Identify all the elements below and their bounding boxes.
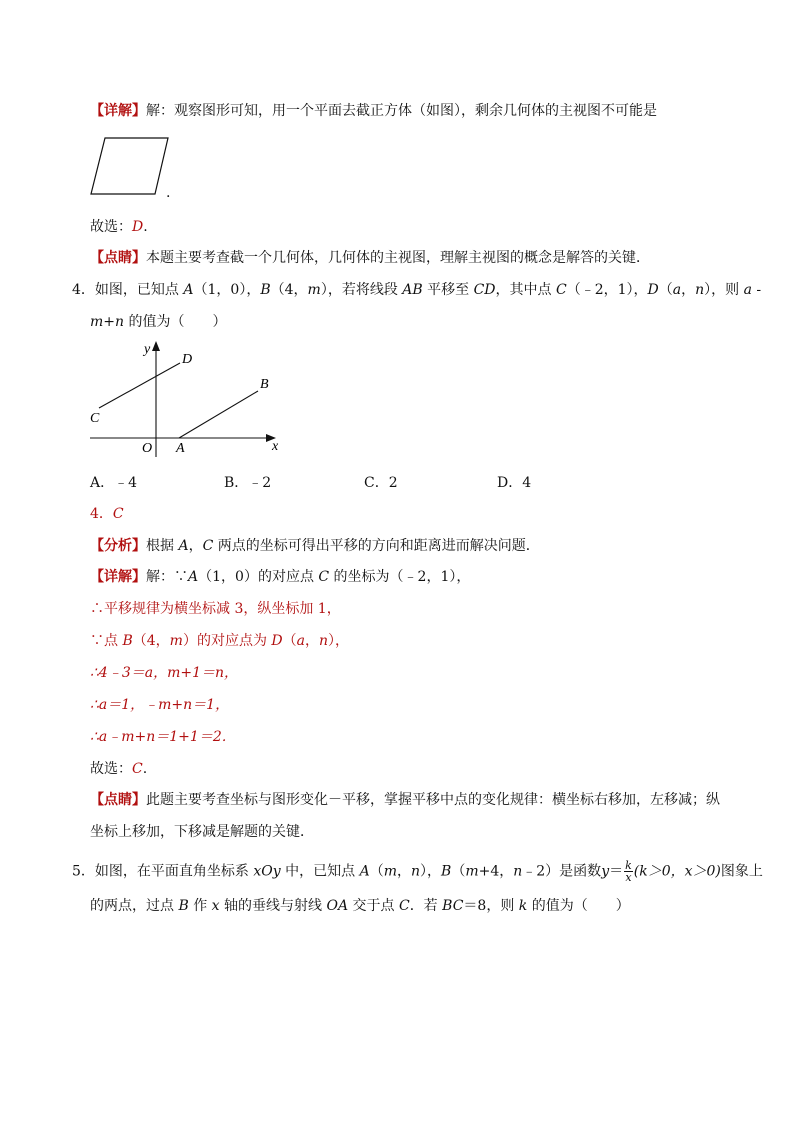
q5-text: 如图，在平面直角坐标系 bbox=[94, 863, 254, 880]
q5-var: BC bbox=[442, 898, 464, 914]
detail-tag: 【详解】 bbox=[90, 103, 146, 119]
q5-text: 的两点，过点 bbox=[90, 898, 179, 914]
option-label: D． bbox=[497, 475, 523, 491]
q5-var: B bbox=[178, 898, 189, 914]
comment-text: 此题主要考查坐标与图形变化－平移，掌握平移中点的变化规律：横坐标右移加，左移减；纵 bbox=[146, 792, 720, 808]
q4-detail-line5: ∴a＝1，﹣m+n＝1， bbox=[90, 697, 230, 713]
q4-analysis-line bbox=[90, 536, 540, 556]
q5-var: B bbox=[441, 863, 452, 880]
label-x: x bbox=[272, 439, 279, 454]
q4-var: a bbox=[672, 282, 682, 298]
q4-answer-line bbox=[90, 759, 147, 779]
segment-CD bbox=[99, 363, 180, 408]
detail-text: （4， bbox=[132, 633, 170, 649]
q5-var: x bbox=[211, 898, 220, 914]
q5-var: m bbox=[465, 863, 479, 880]
q4-var: n bbox=[695, 282, 705, 298]
q5-text: 中，已知点 bbox=[280, 863, 360, 880]
q4-stem-line1 bbox=[72, 280, 761, 300]
func-denominator: x bbox=[625, 871, 632, 884]
q5-var: n bbox=[410, 863, 421, 880]
q4-number: 4． bbox=[72, 282, 95, 298]
q4-var: CD bbox=[473, 282, 496, 298]
option-value: ﹣4 bbox=[114, 475, 138, 491]
q5-text: 交于点 bbox=[348, 898, 399, 914]
q4-var: A bbox=[183, 282, 194, 298]
q4-var: D bbox=[647, 282, 659, 298]
detail-var: D bbox=[271, 633, 283, 649]
y-axis-arrow bbox=[152, 341, 160, 351]
q5-number: 5． bbox=[72, 863, 95, 880]
option-value: 2 bbox=[388, 475, 398, 491]
analysis-text: ， bbox=[188, 538, 203, 554]
detail-text: 解：观察图形可知，用一个平面去截正方体（如图），剩余几何体的主视图不可能是 bbox=[146, 103, 657, 119]
detail-text: 的坐标为（﹣2，1）， bbox=[329, 569, 471, 585]
parallelogram-figure bbox=[88, 134, 178, 200]
answer-letter: C bbox=[112, 506, 124, 522]
answer-end: . bbox=[143, 219, 148, 235]
option-value: ﹣2 bbox=[248, 475, 272, 491]
q4-text: ， bbox=[681, 282, 696, 298]
q4-comment-line1 bbox=[90, 790, 720, 810]
q5-text: 图象上 bbox=[720, 863, 763, 880]
label-D: D bbox=[182, 352, 193, 367]
q4-comment-line2: 坐标上移加，下移减是解题的关键． bbox=[90, 824, 314, 840]
q5-var: A bbox=[359, 863, 370, 880]
detail-text: ， bbox=[305, 633, 319, 649]
q5-text: ）， bbox=[420, 863, 442, 880]
q4-var: AB bbox=[402, 282, 423, 298]
q3-comment-line bbox=[90, 248, 650, 268]
answer-prefix: 故选： bbox=[90, 219, 132, 235]
label-O: O bbox=[142, 441, 153, 456]
detail-var: C bbox=[318, 569, 330, 585]
q4-detail-line4: ∴4﹣3＝a，m+1＝n， bbox=[90, 665, 238, 681]
q5-text: （ bbox=[451, 863, 466, 880]
q4-var: m bbox=[307, 282, 321, 298]
q4-text: ），若将线段 bbox=[320, 282, 403, 298]
q4-text: - bbox=[751, 282, 762, 298]
figure-period: . bbox=[166, 185, 171, 201]
detail-var: n bbox=[319, 633, 329, 649]
q5-stem-line2 bbox=[90, 896, 630, 916]
comment-tag: 【点睛】 bbox=[90, 792, 146, 808]
q5-var: k bbox=[518, 898, 528, 914]
q4-var: m bbox=[90, 314, 104, 330]
q4-coordinate-figure bbox=[82, 335, 292, 460]
analysis-var: A bbox=[178, 538, 189, 554]
q5-text: ．若 bbox=[409, 898, 443, 914]
answer-number: 4． bbox=[90, 506, 113, 522]
detail-var: A bbox=[188, 569, 199, 585]
analysis-text: 根据 bbox=[146, 538, 179, 554]
func-condition: (k＞0，x＞0) bbox=[633, 863, 721, 880]
q4-detail-line3 bbox=[90, 631, 349, 651]
func-numerator: k bbox=[625, 859, 632, 872]
label-A: A bbox=[176, 441, 185, 456]
option-a bbox=[90, 473, 137, 493]
q5-var: C bbox=[398, 898, 410, 914]
q5-text: ﹣2）是函数 bbox=[522, 863, 602, 880]
q5-text: ， bbox=[396, 863, 411, 880]
q4-text: 的值为（ ） bbox=[124, 314, 227, 330]
q4-text: （ bbox=[658, 282, 673, 298]
detail-text: 解：∵ bbox=[146, 569, 188, 585]
answer-letter: D bbox=[132, 219, 144, 235]
answer-prefix: 故选： bbox=[90, 761, 132, 777]
func-eq: ＝ bbox=[609, 863, 624, 880]
option-label: C． bbox=[364, 475, 389, 491]
q5-text: （ bbox=[369, 863, 384, 880]
q5-text: 作 bbox=[188, 898, 212, 914]
analysis-text: 两点的坐标可得出平移的方向和距离进而解决问题． bbox=[213, 538, 540, 554]
comment-tag: 【点睛】 bbox=[90, 250, 146, 266]
label-y: y bbox=[144, 342, 151, 357]
segment-AB bbox=[179, 391, 258, 438]
q4-var: C bbox=[555, 282, 567, 298]
detail-var: B bbox=[122, 633, 133, 649]
q4-detail-line2: ∴平移规律为横坐标减 3，纵坐标加 1， bbox=[90, 601, 341, 617]
q5-var: m bbox=[383, 863, 397, 880]
q4-text: （1，0）， bbox=[193, 282, 261, 298]
q4-var: B bbox=[260, 282, 271, 298]
label-C: C bbox=[90, 411, 100, 426]
q4-text: （﹣2，1）， bbox=[566, 282, 648, 298]
q5-var: n bbox=[513, 863, 523, 880]
q4-stem-line2 bbox=[90, 312, 227, 332]
option-d bbox=[497, 473, 531, 493]
q5-stem-line1 bbox=[72, 860, 763, 883]
option-c bbox=[364, 473, 398, 493]
answer-end: . bbox=[142, 761, 148, 777]
q4-text: 平移至 bbox=[422, 282, 474, 298]
q5-var: OA bbox=[326, 898, 349, 914]
q5-text: +4， bbox=[478, 863, 514, 880]
q4-text: + bbox=[103, 314, 116, 330]
q3-answer-line bbox=[90, 217, 148, 237]
func-fraction bbox=[624, 860, 633, 883]
label-B: B bbox=[260, 377, 269, 392]
detail-text: ∵点 bbox=[90, 633, 123, 649]
q4-text: 如图，已知点 bbox=[94, 282, 184, 298]
analysis-var: C bbox=[202, 538, 214, 554]
answer-letter: C bbox=[132, 761, 143, 777]
option-value: 4 bbox=[522, 475, 532, 491]
q5-text: 的值为（ ） bbox=[527, 898, 630, 914]
option-label: B． bbox=[224, 475, 249, 491]
option-b bbox=[224, 473, 271, 493]
q4-var: n bbox=[115, 314, 125, 330]
detail-var: a bbox=[296, 633, 305, 649]
q5-var: xOy bbox=[253, 863, 281, 880]
detail-text: ）， bbox=[328, 633, 350, 649]
q5-text: ＝8，则 bbox=[463, 898, 519, 914]
q5-text: 轴的垂线与射线 bbox=[219, 898, 327, 914]
option-label: A． bbox=[90, 475, 115, 491]
q4-detail-line6: ∴a﹣m+n＝1+1＝2． bbox=[90, 729, 236, 745]
q4-answer-key bbox=[90, 504, 124, 524]
detail-text: （1，0）的对应点 bbox=[198, 569, 319, 585]
q4-text: （4， bbox=[270, 282, 308, 298]
detail-text: （ bbox=[282, 633, 297, 649]
detail-tag: 【详解】 bbox=[90, 569, 146, 585]
q4-var: a bbox=[743, 282, 752, 298]
q3-detail-line bbox=[90, 101, 657, 121]
detail-text: ）的对应点为 bbox=[182, 633, 272, 649]
detail-var: m bbox=[169, 633, 183, 649]
analysis-tag: 【分析】 bbox=[90, 538, 146, 554]
comment-text: 本题主要考查截一个几何体，几何体的主视图，理解主视图的概念是解答的关键． bbox=[146, 250, 650, 266]
func-y: y bbox=[601, 863, 610, 880]
q4-text: ），则 bbox=[704, 282, 744, 298]
q4-text: ，其中点 bbox=[495, 282, 556, 298]
q4-detail-line1 bbox=[90, 567, 470, 587]
